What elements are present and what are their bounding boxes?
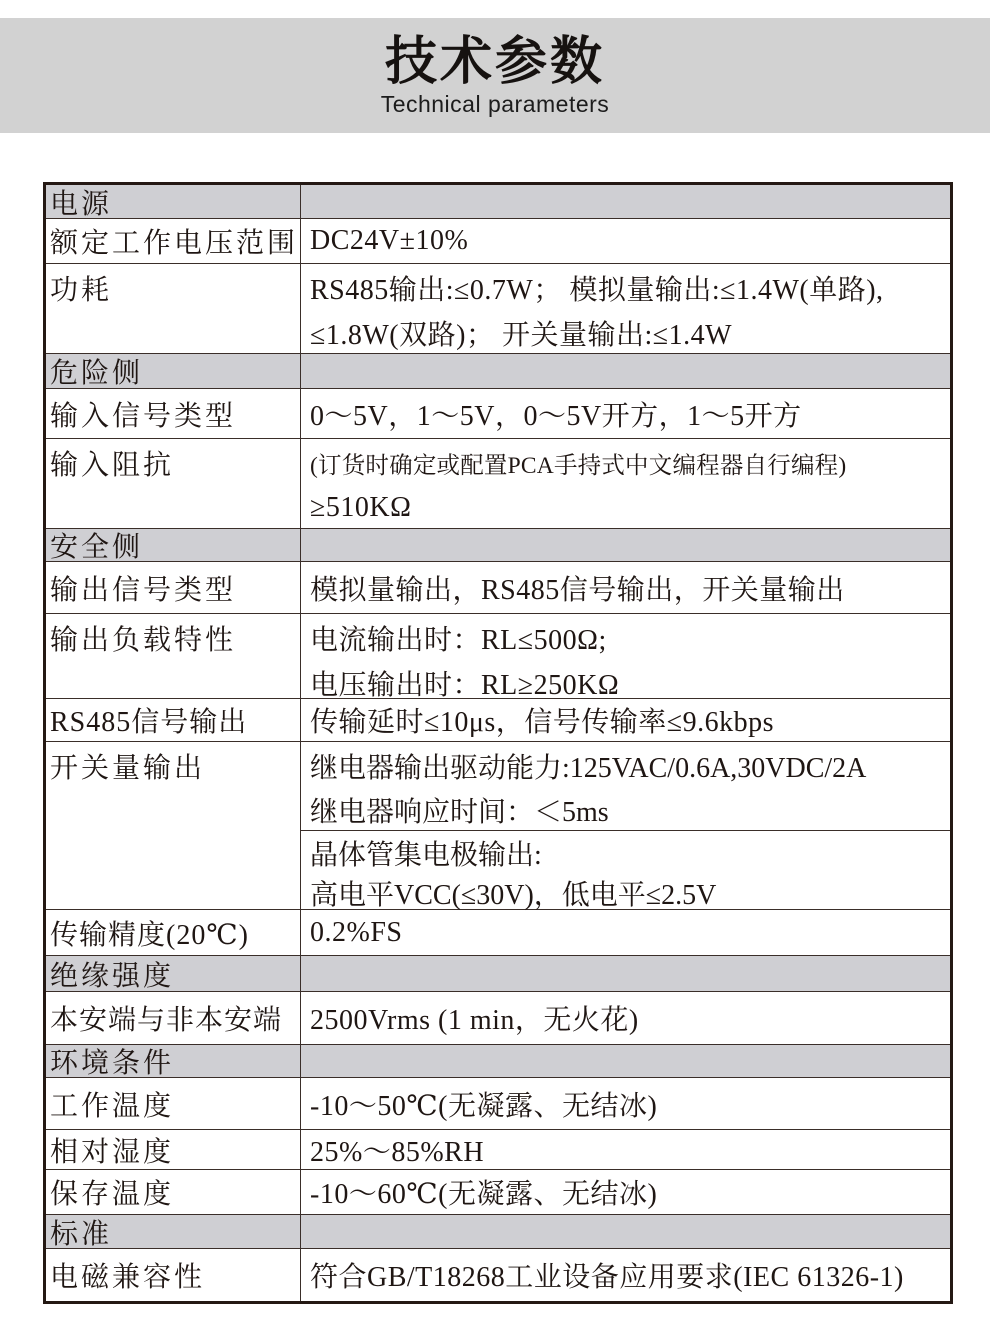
spec-value-line: RS485输出:≤0.7W； 模拟量输出:≤1.4W(单路), xyxy=(310,274,884,306)
spec-value: 模拟量输出，RS485信号输出，开关量输出 xyxy=(310,574,845,606)
spec-value-line: 电流输出时：RL≤500Ω; xyxy=(310,624,607,656)
spec-label: 电磁兼容性 xyxy=(46,1249,301,1301)
table-row-input-impedance xyxy=(46,438,950,528)
spec-value-line: 继电器响应时间：＜5ms xyxy=(310,797,609,828)
table-row-switching-output xyxy=(46,741,950,909)
spec-label: 保存温度 xyxy=(46,1170,301,1214)
table-row-section-insulation xyxy=(46,955,950,991)
spec-value: 2500Vrms (1 min，无火花) xyxy=(310,1005,639,1036)
spec-label: 输出信号类型 xyxy=(46,562,301,613)
spec-label: 输入信号类型 xyxy=(46,389,301,438)
spec-label: 本安端与非本安端 xyxy=(46,992,301,1044)
relay-output-subcell xyxy=(301,742,950,830)
table-row-output-load xyxy=(46,613,950,701)
spec-value-line: ≥510KΩ xyxy=(310,491,412,523)
spec-value: 0～5V，1～5V，0～5V开方，1～5开方 xyxy=(310,400,802,432)
table-row-section-hazard-side xyxy=(46,353,950,388)
spec-label: 传输精度(20℃) xyxy=(46,910,301,955)
spec-value: 25%～85%RH xyxy=(310,1136,485,1168)
spec-value: -10～50℃(无凝露、无结冰) xyxy=(310,1090,658,1122)
spec-label: 功耗 xyxy=(50,274,113,306)
spec-label: 工作温度 xyxy=(46,1078,301,1129)
spec-value-line: 电压输出时：RL≥250KΩ xyxy=(310,669,620,701)
section-filler xyxy=(301,1215,950,1248)
table-row-rs485-output xyxy=(46,698,950,741)
table-row-input-signal-type xyxy=(46,388,950,438)
spec-table xyxy=(43,182,953,1304)
table-row-is-nonis-terminal xyxy=(46,991,950,1044)
spec-label: RS485信号输出 xyxy=(46,699,301,741)
spec-value-line: 继电器输出驱动能力:125VAC/0.6A,30VDC/2A xyxy=(310,753,867,784)
spec-label: 开关量输出 xyxy=(50,752,206,784)
title-banner xyxy=(0,18,990,133)
section-filler xyxy=(301,354,950,388)
table-row-power-consumption xyxy=(46,263,950,353)
spec-value: 传输延时≤10μs，信号传输率≤9.6kbps xyxy=(310,707,775,738)
table-row-section-power xyxy=(46,185,950,218)
spec-label: 输入阻抗 xyxy=(50,449,175,481)
spec-label: 相对湿度 xyxy=(46,1130,301,1169)
section-label: 标准 xyxy=(46,1215,301,1248)
spec-value-line: 晶体管集电极输出: xyxy=(310,840,542,871)
spec-value-line: (订货时确定或配置PCA手持式中文编程器自行编程) xyxy=(310,452,847,479)
table-row-transmission-accuracy xyxy=(46,909,950,955)
spec-label: 输出负载特性 xyxy=(50,624,237,656)
section-filler xyxy=(301,1045,950,1077)
table-row-emc xyxy=(46,1248,950,1301)
table-row-section-environment xyxy=(46,1044,950,1077)
spec-value-line: 高电平VCC(≤30V)，低电平≤2.5V xyxy=(310,880,717,911)
spec-value: DC24V±10% xyxy=(310,225,469,256)
table-row-rated-voltage xyxy=(46,218,950,263)
section-label: 安全侧 xyxy=(46,529,301,561)
table-row-relative-humidity xyxy=(46,1129,950,1169)
table-row-storage-temperature xyxy=(46,1169,950,1214)
table-row-output-signal-type xyxy=(46,561,950,613)
spec-value: -10～60℃(无凝露、无结冰) xyxy=(310,1179,658,1210)
transistor-output-subcell xyxy=(301,830,950,910)
table-row-section-safe-side xyxy=(46,528,950,561)
table-row-operating-temperature xyxy=(46,1077,950,1129)
section-filler xyxy=(301,185,950,218)
section-label: 危险侧 xyxy=(46,354,301,388)
page-title: 技术参数 xyxy=(384,32,605,91)
spec-label: 额定工作电压范围 xyxy=(46,219,301,263)
page-subtitle: Technical parameters xyxy=(380,90,610,117)
section-label: 电源 xyxy=(46,185,301,218)
section-label: 环境条件 xyxy=(46,1045,301,1077)
section-filler xyxy=(301,956,950,991)
section-label: 绝缘强度 xyxy=(46,956,301,991)
spec-value: 0.2%FS xyxy=(310,916,403,948)
table-row-section-standard xyxy=(46,1214,950,1248)
section-filler xyxy=(301,529,950,561)
spec-value-line: ≤1.8W(双路)； 开关量输出:≤1.4W xyxy=(310,319,733,351)
spec-value: 符合GB/T18268工业设备应用要求(IEC 61326-1) xyxy=(310,1262,904,1293)
